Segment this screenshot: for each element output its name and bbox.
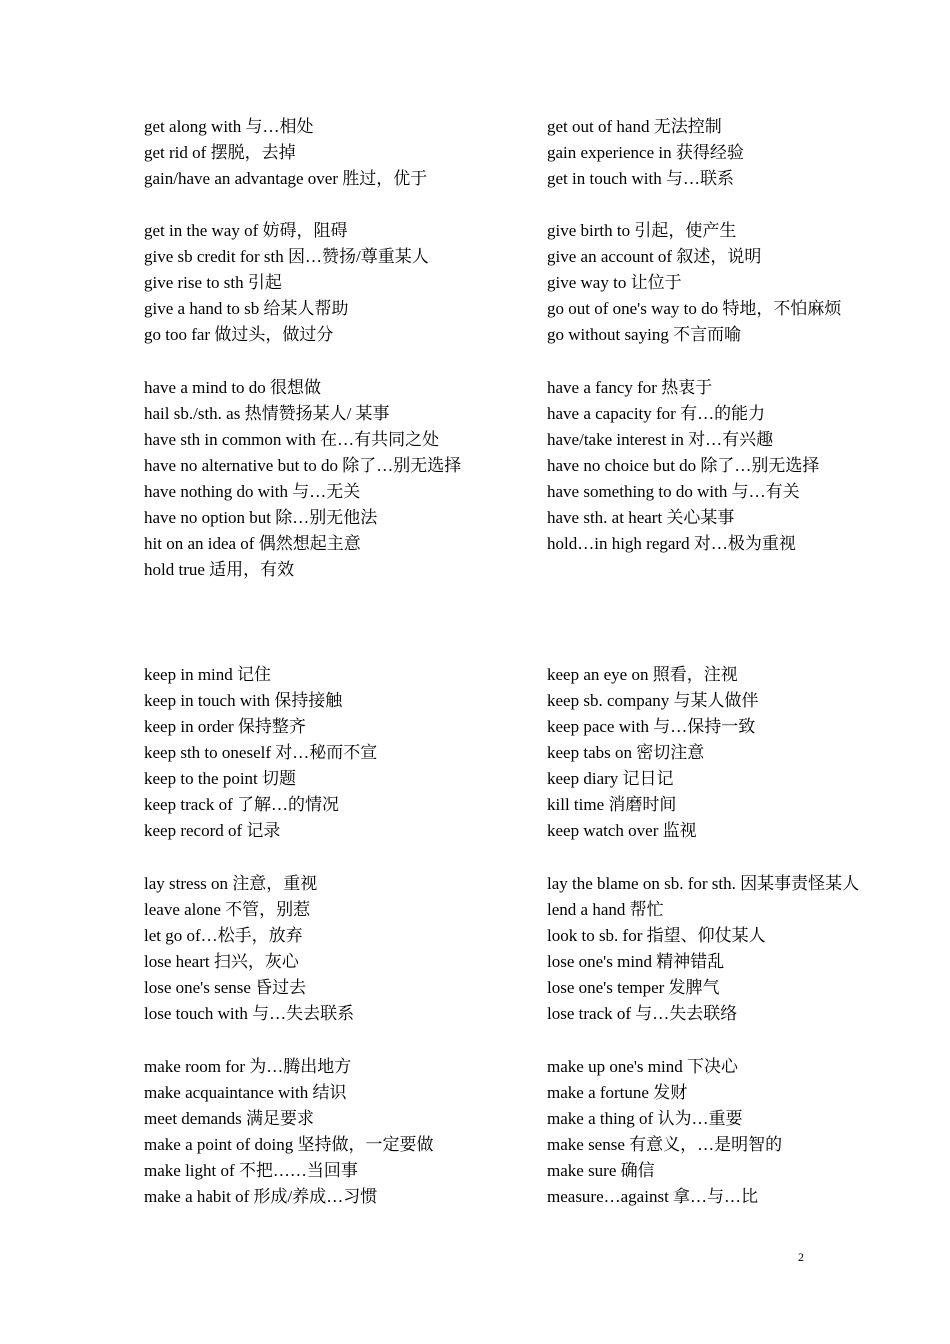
- phrase-entry: have sth in common with 在…有共同之处: [144, 430, 440, 449]
- phrase-entry: keep pace with 与…保持一致: [547, 717, 756, 736]
- phrase-entry: lose touch with 与…失去联系: [144, 1004, 355, 1023]
- phrase-entry: make a thing of 认为…重要: [547, 1109, 743, 1128]
- phrase-entry: lay stress on 注意，重视: [144, 874, 318, 893]
- right-column: [547, 871, 947, 1027]
- phrase-entry: keep in order 保持整齐: [144, 717, 306, 736]
- right-column: [547, 114, 947, 192]
- phrase-entry: lose one's mind 精神错乱: [547, 952, 725, 971]
- left-column: [144, 662, 544, 844]
- phrase-entry: get along with 与…相处: [144, 117, 314, 136]
- phrase-entry: make a fortune 发财: [547, 1083, 688, 1102]
- phrase-entry: have a capacity for 有…的能力: [547, 404, 766, 423]
- phrase-entry: keep an eye on 照看，注视: [547, 665, 738, 684]
- phrase-entry: lose one's sense 昏过去: [144, 978, 307, 997]
- phrase-entry: lend a hand 帮忙: [547, 900, 664, 919]
- right-column: [547, 662, 947, 844]
- phrase-entry: measure…against 拿…与…比: [547, 1187, 759, 1206]
- phrase-entry: gain experience in 获得经验: [547, 143, 744, 162]
- phrase-entry: go too far 做过头，做过分: [144, 325, 334, 344]
- phrase-entry: give rise to sth 引起: [144, 273, 282, 292]
- phrase-entry: have a mind to do 很想做: [144, 378, 322, 397]
- left-column: [144, 218, 544, 348]
- phrase-entry: lose heart 扫兴，灰心: [144, 952, 299, 971]
- phrase-entry: meet demands 满足要求: [144, 1109, 314, 1128]
- phrase-entry: go out of one's way to do 特地，不怕麻烦: [547, 299, 842, 318]
- phrase-entry: make acquaintance with 结识: [144, 1083, 347, 1102]
- phrase-entry: go without saying 不言而喻: [547, 325, 742, 344]
- phrase-entry: make sure 确信: [547, 1161, 655, 1180]
- phrase-entry: look to sb. for 指望、仰仗某人: [547, 926, 766, 945]
- phrase-entry: give birth to 引起，使产生: [547, 221, 737, 240]
- phrase-entry: have no choice but do 除了…别无选择: [547, 456, 820, 475]
- phrase-entry: leave alone 不管，别惹: [144, 900, 311, 919]
- right-column: [547, 218, 947, 348]
- phrase-entry: hold…in high regard 对…极为重视: [547, 534, 796, 553]
- phrase-entry: lose track of 与…失去联络: [547, 1004, 738, 1023]
- phrase-entry: have/take interest in 对…有兴趣: [547, 430, 774, 449]
- phrase-entry: hit on an idea of 偶然想起主意: [144, 534, 361, 553]
- phrase-entry: kill time 消磨时间: [547, 795, 677, 814]
- phrase-entry: lay the blame on sb. for sth. 因某事责怪某人: [547, 874, 860, 893]
- phrase-entry: get rid of 摆脱，去掉: [144, 143, 296, 162]
- phrase-entry: make sense 有意义，…是明智的: [547, 1135, 783, 1154]
- phrase-entry: keep record of 记录: [144, 821, 281, 840]
- phrase-entry: keep sth to oneself 对…秘而不宣: [144, 743, 378, 762]
- phrase-entry: make light of 不把……当回事: [144, 1161, 358, 1180]
- phrase-entry: hold true 适用，有效: [144, 560, 295, 579]
- left-column: [144, 114, 544, 192]
- phrase-entry: make a point of doing 坚持做，一定要做: [144, 1135, 434, 1154]
- phrase-entry: give sb credit for sth 因…赞扬/尊重某人: [144, 247, 429, 266]
- phrase-entry: gain/have an advantage over 胜过，优于: [144, 169, 428, 188]
- page-number: 2: [798, 1250, 804, 1264]
- left-column: [144, 375, 544, 583]
- phrase-entry: keep watch over 监视: [547, 821, 697, 840]
- phrase-entry: make room for 为…腾出地方: [144, 1057, 352, 1076]
- phrase-entry: keep in mind 记住: [144, 665, 272, 684]
- phrase-entry: get in the way of 妨碍，阻碍: [144, 221, 348, 240]
- right-column: [547, 375, 947, 557]
- phrase-entry: have nothing do with 与…无关: [144, 482, 361, 501]
- phrase-entry: have a fancy for 热衷于: [547, 378, 713, 397]
- phrase-entry: lose one's temper 发脾气: [547, 978, 720, 997]
- phrase-entry: give a hand to sb 给某人帮助: [144, 299, 349, 318]
- phrase-entry: give way to 让位于: [547, 273, 682, 292]
- phrase-entry: give an account of 叙述，说明: [547, 247, 762, 266]
- phrase-entry: make a habit of 形成/养成…习惯: [144, 1187, 378, 1206]
- phrase-entry: get in touch with 与…联系: [547, 169, 734, 188]
- phrase-entry: keep in touch with 保持接触: [144, 691, 343, 710]
- phrase-entry: keep track of 了解…的情况: [144, 795, 339, 814]
- phrase-entry: keep tabs on 密切注意: [547, 743, 705, 762]
- right-column: [547, 1054, 947, 1210]
- phrase-entry: have no alternative but to do 除了…别无选择: [144, 456, 462, 475]
- phrase-entry: make up one's mind 下决心: [547, 1057, 738, 1076]
- phrase-entry: let go of…松手，放弃: [144, 926, 303, 945]
- phrase-entry: have no option but 除…别无他法: [144, 508, 378, 527]
- phrase-entry: keep sb. company 与某人做伴: [547, 691, 759, 710]
- phrase-entry: get out of hand 无法控制: [547, 117, 722, 136]
- phrase-entry: hail sb./sth. as 热情赞扬某人/ 某事: [144, 404, 390, 423]
- left-column: [144, 871, 544, 1027]
- left-column: [144, 1054, 544, 1210]
- phrase-entry: have something to do with 与…有关: [547, 482, 800, 501]
- phrase-entry: keep diary 记日记: [547, 769, 674, 788]
- phrase-entry: keep to the point 切题: [144, 769, 297, 788]
- phrase-entry: have sth. at heart 关心某事: [547, 508, 735, 527]
